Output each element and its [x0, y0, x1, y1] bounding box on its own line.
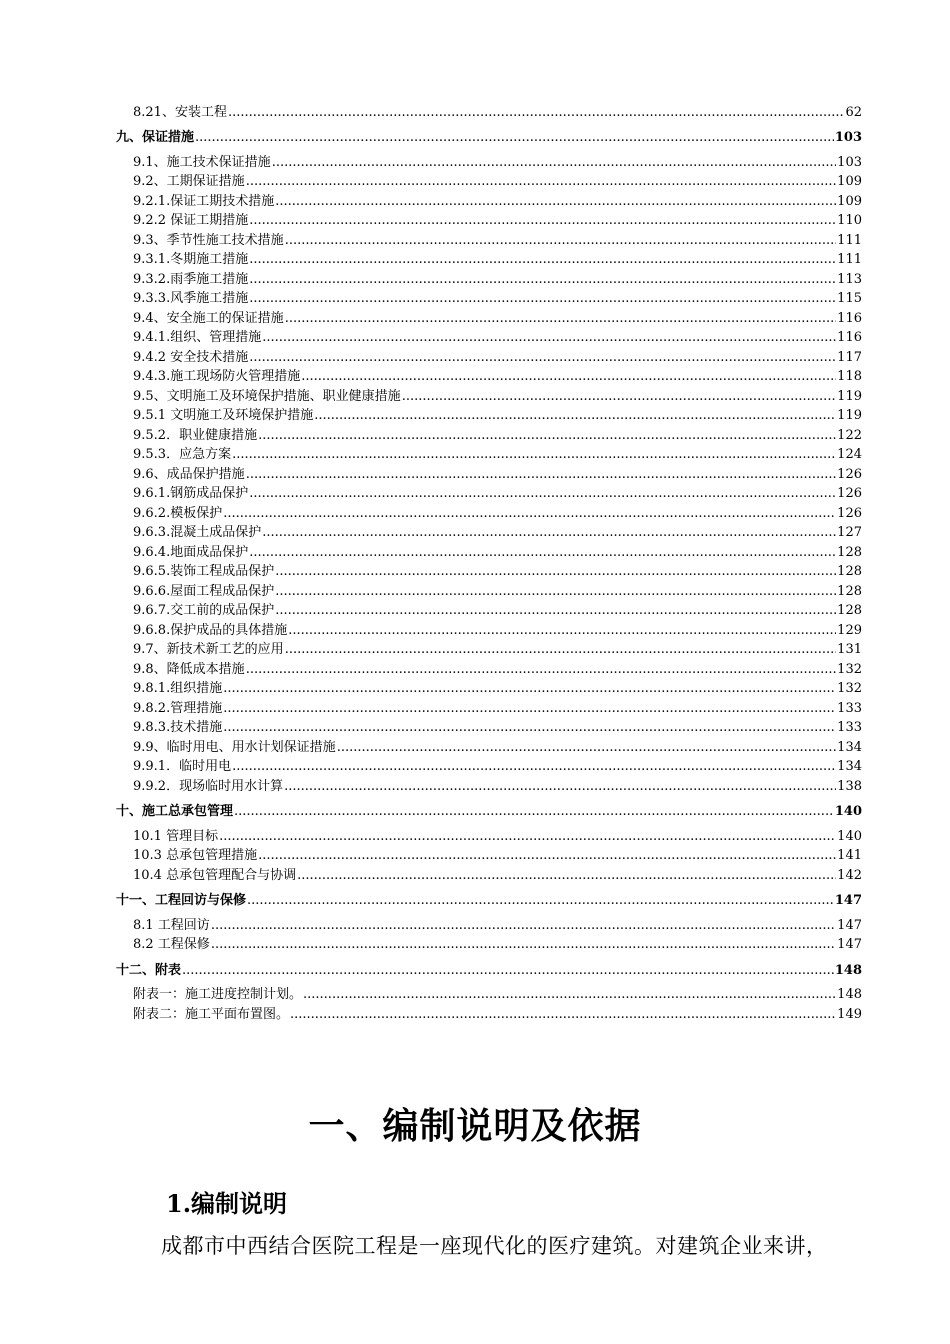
toc-leader-dots — [223, 506, 836, 521]
toc-entry-page: 113 — [837, 271, 862, 287]
toc-entry-page: 118 — [837, 369, 862, 384]
toc-leader-dots — [249, 213, 836, 228]
toc-entry-title: 9.5.1 文明施工及环境保护措施 — [133, 408, 314, 423]
toc-entry-title: 9.6.5.装饰工程成品保护 — [133, 564, 275, 579]
toc-entry-page: 134 — [837, 759, 862, 774]
toc-entry-page: 132 — [837, 681, 862, 696]
toc-entry-title: 9.6、成品保护措施 — [133, 466, 245, 482]
toc-entry-page: 132 — [837, 661, 862, 677]
chapter-heading: 一、编制说明及依据 — [308, 1105, 642, 1147]
section-heading: 1.编制说明 — [166, 1189, 288, 1218]
toc-leader-dots — [284, 779, 836, 794]
toc-entry-title: 9.2.2 保证工期措施 — [133, 213, 249, 228]
toc-entry-title: 9.6.4.地面成品保护 — [133, 544, 249, 560]
toc-entry-title: 10.4 总承包管理配合与协调 — [133, 867, 297, 883]
toc-entry[interactable] — [116, 696, 862, 716]
toc-entry[interactable] — [116, 443, 862, 463]
toc-entry[interactable] — [116, 774, 862, 794]
toc-entry-title: 9.2、工期保证措施 — [133, 174, 245, 189]
toc-leader-dots — [275, 564, 836, 579]
toc-entry-page: 117 — [837, 349, 862, 365]
toc-entry-page: 126 — [837, 486, 862, 501]
toc-entry-title: 9.4.1.组织、管理措施 — [133, 330, 262, 345]
toc-leader-dots — [249, 350, 836, 365]
toc-leader-dots — [228, 105, 845, 120]
toc-entry-title: 10.1 管理目标 — [133, 828, 219, 844]
toc-entry[interactable] — [116, 983, 862, 1003]
toc-entry-title: 9.6.3.混凝土成品保护 — [133, 525, 262, 540]
toc-entry-title: 9.8.1.组织措施 — [133, 681, 223, 696]
toc-leader-dots — [223, 720, 836, 735]
toc-entry-page: 128 — [837, 564, 862, 579]
toc-entry-page: 103 — [834, 130, 862, 145]
toc-entry[interactable] — [116, 958, 862, 978]
toc-entry-page: 133 — [837, 720, 862, 735]
toc-leader-dots — [249, 545, 836, 560]
toc-entry-page: 148 — [837, 987, 862, 1002]
toc-entry[interactable] — [116, 889, 862, 909]
toc-entry[interactable] — [116, 228, 862, 248]
toc-entry-title: 十、施工总承包管理 — [116, 804, 234, 819]
toc-entry-title: 9.3.1.冬期施工措施 — [133, 252, 249, 267]
toc-entry[interactable] — [116, 1002, 862, 1022]
toc-entry-page: 110 — [837, 213, 862, 228]
toc-entry[interactable] — [116, 326, 862, 346]
toc-leader-dots — [211, 937, 836, 952]
toc-entry[interactable] — [116, 100, 862, 120]
toc-entry-page: 131 — [837, 642, 862, 657]
toc-leader-dots — [249, 291, 836, 306]
toc-entry-title: 9.6.8.保护成品的具体措施 — [133, 622, 288, 638]
toc-entry[interactable] — [116, 844, 862, 864]
toc-entry-title: 8.2 工程保修 — [133, 937, 210, 952]
toc-entry-title: 9.9.2．现场临时用水计算 — [133, 778, 284, 794]
toc-entry[interactable] — [116, 384, 862, 404]
toc-entry[interactable] — [116, 560, 862, 580]
toc-entry-page: 124 — [837, 447, 862, 462]
toc-entry[interactable] — [116, 657, 862, 677]
toc-entry[interactable] — [116, 579, 862, 599]
toc-entry[interactable] — [116, 638, 862, 658]
toc-leader-dots — [285, 311, 836, 326]
toc-leader-dots — [246, 662, 836, 677]
toc-entry-page: 148 — [834, 962, 862, 978]
toc-entry[interactable] — [116, 824, 862, 844]
toc-entry-title: 九、保证措施 — [116, 130, 195, 145]
toc-leader-dots — [232, 759, 836, 774]
toc-entry[interactable] — [116, 933, 862, 953]
toc-entry[interactable] — [116, 365, 862, 385]
toc-entry-title: 9.6.7.交工前的成品保护 — [133, 603, 275, 618]
toc-entry-title: 9.4.3.施工现场防火管理措施 — [133, 369, 301, 384]
toc-entry[interactable] — [116, 540, 862, 560]
toc-entry-title: 9.4.2 安全技术措施 — [133, 349, 249, 365]
toc-leader-dots — [195, 130, 834, 145]
body-paragraph: 成都市中西结合医院工程是一座现代化的医疗建筑。对建筑企业来讲， — [161, 1234, 828, 1258]
toc-leader-dots — [211, 918, 836, 933]
toc-entry-page: 119 — [837, 388, 862, 404]
toc-entry-page: 133 — [837, 700, 862, 716]
toc-leader-dots — [272, 155, 836, 170]
toc-entry-page: 141 — [837, 848, 862, 863]
toc-entry-page: 138 — [837, 778, 862, 794]
toc-leader-dots — [249, 272, 836, 287]
toc-entry[interactable] — [116, 716, 862, 736]
toc-entry-page: 140 — [837, 828, 862, 844]
toc-entry-title: 9.6.1.钢筋成品保护 — [133, 486, 249, 501]
toc-entry-title: 9.8.2.管理措施 — [133, 700, 223, 716]
toc-leader-dots — [223, 681, 836, 696]
toc-entry-page: 129 — [837, 622, 862, 638]
toc-entry-page: 116 — [837, 310, 862, 326]
toc-entry[interactable] — [116, 913, 862, 933]
toc-entry-page: 142 — [837, 867, 862, 883]
toc-entry[interactable] — [116, 189, 862, 209]
toc-entry-title: 9.9.1．临时用电 — [133, 759, 232, 774]
toc-entry-page: 103 — [837, 154, 862, 170]
toc-entry-page: 126 — [837, 466, 862, 482]
toc-entry[interactable] — [116, 267, 862, 287]
toc-leader-dots — [297, 868, 836, 883]
toc-entry[interactable] — [116, 735, 862, 755]
toc-entry-title: 附表一：施工进度控制计划。 — [133, 987, 303, 1002]
toc-entry[interactable] — [116, 800, 862, 820]
toc-leader-dots — [275, 194, 836, 209]
toc-leader-dots — [402, 389, 836, 404]
toc-leader-dots — [288, 623, 836, 638]
toc-leader-dots — [275, 603, 836, 618]
toc-entry-page: 111 — [837, 252, 862, 267]
toc-entry[interactable] — [116, 209, 862, 229]
toc-entry-title: 9.5.2．职业健康措施 — [133, 427, 258, 443]
toc-leader-dots — [219, 829, 836, 844]
toc-entry[interactable] — [116, 126, 862, 146]
toc-entry[interactable] — [116, 462, 862, 482]
toc-entry-title: 附表二：施工平面布置图。 — [133, 1006, 290, 1022]
toc-entry-page: 147 — [837, 937, 862, 952]
toc-entry-title: 9.3.3.风季施工措施 — [133, 291, 249, 306]
toc-entry-title: 8.1 工程回访 — [133, 917, 210, 933]
toc-entry[interactable] — [116, 677, 862, 697]
toc-entry-page: 111 — [837, 232, 862, 248]
toc-entry-title: 十一、工程回访与保修 — [116, 893, 247, 908]
toc-entry[interactable] — [116, 863, 862, 883]
toc-entry[interactable] — [116, 423, 862, 443]
toc-entry-page: 109 — [837, 193, 862, 209]
toc-entry-title: 9.7、新技术新工艺的应用 — [133, 642, 284, 657]
toc-entry-page: 119 — [837, 408, 862, 423]
toc-entry-page: 128 — [837, 544, 862, 560]
toc-entry-title: 9.1、施工技术保证措施 — [133, 154, 271, 170]
toc-entry-page: 140 — [834, 804, 862, 819]
toc-entry-page: 149 — [837, 1006, 862, 1022]
toc-entry[interactable] — [116, 521, 862, 541]
toc-entry-page: 147 — [834, 893, 862, 908]
toc-leader-dots — [262, 525, 836, 540]
toc-entry-page: 115 — [837, 291, 862, 306]
toc-entry-page: 122 — [837, 427, 862, 443]
toc-leader-dots — [234, 804, 834, 819]
toc-entry-title: 9.6.2.模板保护 — [133, 505, 223, 521]
toc-entry[interactable] — [116, 501, 862, 521]
toc-leader-dots — [246, 174, 836, 189]
toc-entry-page: 109 — [837, 174, 862, 189]
toc-entry[interactable] — [116, 755, 862, 775]
toc-leader-dots — [290, 1007, 836, 1022]
toc-leader-dots — [303, 987, 836, 1002]
toc-leader-dots — [182, 963, 834, 978]
toc-entry[interactable] — [116, 287, 862, 307]
toc-leader-dots — [262, 330, 836, 345]
toc-leader-dots — [285, 233, 836, 248]
toc-entry-title: 十二、附表 — [116, 962, 182, 978]
toc-leader-dots — [301, 369, 836, 384]
toc-entry[interactable] — [116, 170, 862, 190]
toc-entry[interactable] — [116, 618, 862, 638]
toc-entry-title: 9.4、安全施工的保证措施 — [133, 310, 284, 326]
toc-entry-title: 9.5.3．应急方案 — [133, 447, 232, 462]
toc-leader-dots — [275, 584, 836, 599]
toc-entry-title: 9.8.3.技术措施 — [133, 720, 223, 735]
toc-leader-dots — [314, 408, 836, 423]
toc-entry-title: 9.3.2.雨季施工措施 — [133, 271, 249, 287]
toc-entry-page: 128 — [837, 603, 862, 618]
toc-entry[interactable] — [116, 345, 862, 365]
toc-leader-dots — [249, 252, 836, 267]
toc-entry[interactable] — [116, 599, 862, 619]
toc-entry-page: 116 — [837, 330, 862, 345]
toc-entry-title: 9.9、临时用电、用水计划保证措施 — [133, 739, 336, 755]
table-of-contents — [116, 100, 862, 1022]
toc-leader-dots — [249, 486, 836, 501]
toc-leader-dots — [232, 447, 836, 462]
toc-leader-dots — [258, 848, 836, 863]
toc-leader-dots — [258, 428, 836, 443]
toc-entry-page: 134 — [837, 739, 862, 755]
toc-entry[interactable] — [116, 404, 862, 424]
toc-leader-dots — [223, 701, 836, 716]
toc-leader-dots — [337, 740, 836, 755]
toc-entry[interactable] — [116, 306, 862, 326]
toc-entry-title: 9.6.6.屋面工程成品保护 — [133, 583, 275, 599]
toc-entry-page: 147 — [837, 917, 862, 933]
toc-entry[interactable] — [116, 482, 862, 502]
toc-entry-title: 9.8、降低成本措施 — [133, 661, 245, 677]
toc-entry-title: 10.3 总承包管理措施 — [133, 848, 258, 863]
toc-entry-title: 9.5、文明施工及环境保护措施、职业健康措施 — [133, 388, 401, 404]
toc-leader-dots — [246, 467, 836, 482]
toc-leader-dots — [247, 893, 834, 908]
toc-entry-title: 8.21、安装工程 — [133, 104, 227, 120]
toc-entry-title: 9.3、季节性施工技术措施 — [133, 232, 284, 248]
toc-entry-page: 126 — [837, 505, 862, 521]
toc-entry[interactable] — [116, 248, 862, 268]
toc-entry-page: 62 — [845, 104, 862, 120]
toc-entry-title: 9.2.1.保证工期技术措施 — [133, 193, 275, 209]
toc-entry-page: 128 — [837, 583, 862, 599]
toc-leader-dots — [285, 642, 836, 657]
toc-entry-page: 127 — [837, 525, 862, 540]
toc-entry[interactable] — [116, 150, 862, 170]
